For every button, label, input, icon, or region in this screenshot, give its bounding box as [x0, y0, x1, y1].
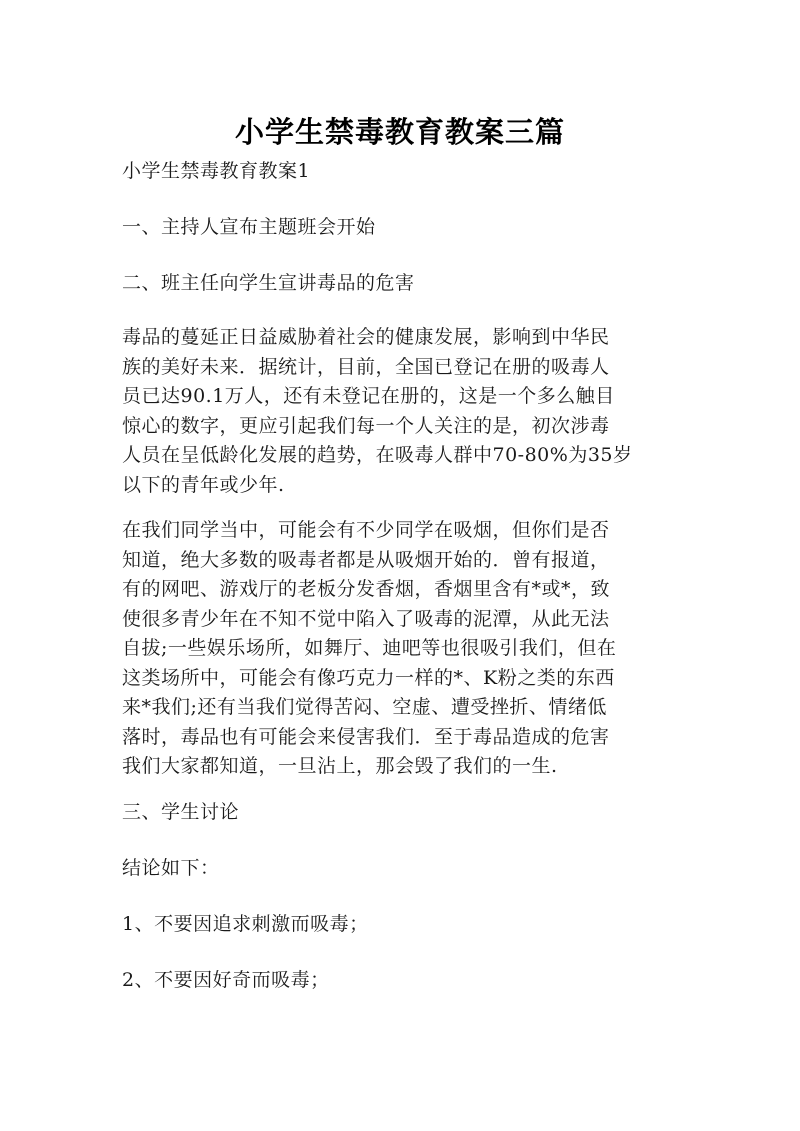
- paragraph-line: 毒品的蔓延正日益威胁着社会的健康发展，影响到中华民: [122, 326, 610, 348]
- lesson-subtitle: 小学生禁毒教育教案1: [122, 160, 311, 182]
- paragraph-line: 在我们同学当中，可能会有不少同学在吸烟，但你们是否: [122, 519, 610, 541]
- section-heading-2: 二、班主任向学生宣讲毒品的危害: [122, 272, 415, 294]
- paragraph-line: 以下的青年或少年.: [122, 473, 285, 496]
- section-heading-1: 一、主持人宣布主题班会开始: [122, 216, 376, 238]
- conclusion-intro: 结论如下：: [122, 857, 220, 879]
- paragraph-line: 有的网吧、游戏厅的老板分发香烟，香烟里含有*或*，致: [122, 578, 611, 600]
- paragraph-line: 使很多青少年在不知不觉中陷入了吸毒的泥潭，从此无法: [122, 607, 610, 630]
- paragraph-line: 人员在呈低龄化发展的趋势，在吸毒人群中70-80%为35岁: [122, 444, 633, 466]
- paragraph-line: 知道，绝大多数的吸毒者都是从吸烟开始的．曾有报道，: [122, 548, 610, 571]
- paragraph-line: 员已达90.1万人，还有未登记在册的，这是一个多么触目: [122, 385, 615, 407]
- conclusion-item-2: 2、不要因好奇而吸毒；: [122, 969, 330, 991]
- conclusion-item-1: 1、不要因追求刺激而吸毒；: [122, 913, 369, 935]
- section-heading-3: 三、学生讨论: [122, 801, 240, 823]
- paragraph-line: 自拔;一些娱乐场所，如舞厅、迪吧等也很吸引我们，但在: [122, 637, 617, 659]
- document-title: 小学生禁毒教育教案三篇: [234, 115, 565, 149]
- paragraph-line: 族的美好未来．据统计，目前，全国已登记在册的吸毒人: [122, 355, 610, 378]
- paragraph-line: 这类场所中，可能会有像巧克力一样的*、K粉之类的东西: [122, 666, 615, 689]
- paragraph-line: 来*我们;还有当我们觉得苦闷、空虚、遭受挫折、情绪低: [122, 696, 607, 718]
- paragraph-line: 我们大家都知道，一旦沾上，那会毁了我们的一生.: [122, 755, 558, 777]
- paragraph-line: 落时，毒品也有可能会来侵害我们．至于毒品造成的危害: [122, 725, 610, 748]
- paragraph-smoking-warning: [122, 516, 682, 782]
- paragraph-drug-harm: [122, 323, 682, 500]
- paragraph-line: 惊心的数字，更应引起我们每一个人关注的是，初次涉毒: [122, 414, 610, 437]
